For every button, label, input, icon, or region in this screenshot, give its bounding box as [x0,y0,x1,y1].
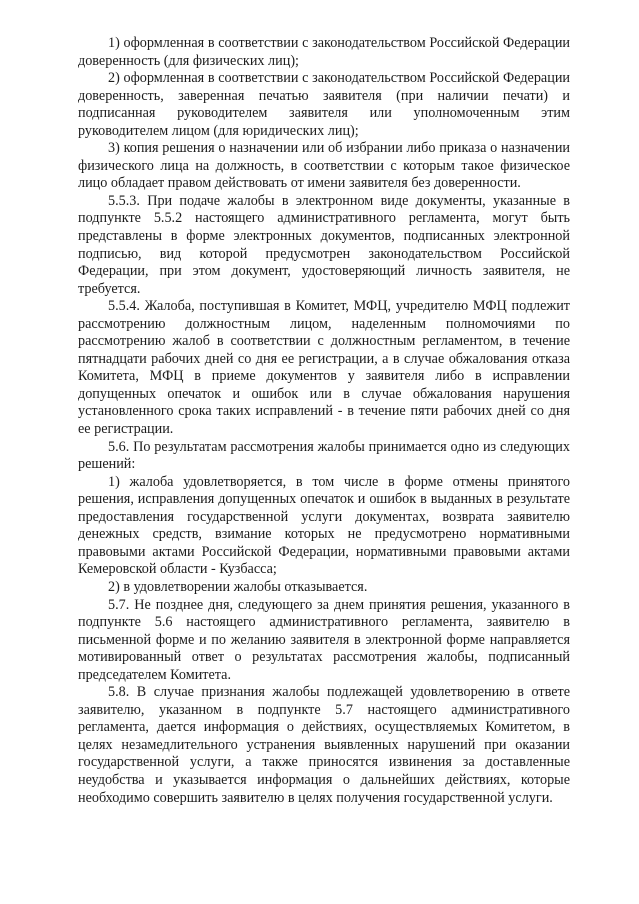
paragraph-2: 2) оформленная в соответствии с законодательством Российской Федерации доверенность, заверенная печатью заявителя (при наличии печати) и подписанная руководителем заявителя или уполномоченным этим руководителем лицом (для юридических лиц); [78,70,570,139]
paragraph-5-6-item-2: 2) в удовлетворении жалобы отказывается. [108,578,368,595]
paragraph-5-6: 5.6. По результатам рассмотрения жалобы принимается одно из следующих решений: [78,438,570,473]
paragraph-3: 3) копия решения о назначении или об избрании либо приказа о назначении физического лица на должность, в соответствии с которым такое физическое лицо обладает правом действовать от имени заявителя без доверенности. [78,140,570,192]
paragraph-5-7: 5.7. Не позднее дня, следующего за днем принятия решения, указанного в подпункте 5.6 настоящего административного регламента, заявителю в письменной форме и по желанию заявителя в электронной форме направляется мотивированный ответ о результатах рассмотрения жалобы, подписанный председателем Комитета. [78,596,570,683]
paragraph-1: 1) оформленная в соответствии с законодательством Российской Федерации доверенность (для физических лиц); [78,35,570,69]
document-body [78,35,570,807]
paragraph-5-6-item-1: 1) жалоба удовлетворяется, в том числе в форме отмены принятого решения, исправления допущенных опечаток и ошибок в выданных в результате предоставления государственной услуги документах, возврата заявителю денежных средств, взимание которых не предусмотрено нормативными правовыми актами Российской Федерации, нормативными правовыми актами Кемеровской области - Кузбасса; [78,473,570,578]
paragraph-5-5-4: 5.5.4. Жалоба, поступившая в Комитет, МФЦ, учредителю МФЦ подлежит рассмотрению должностным лицом, наделенным полномочиями по рассмотрению жалоб в соответствии с должностным регламентом, в течение пятнадцати рабочих дней со дня ее регистрации, а в случае обжалования отказа Комитета, МФЦ в приеме документов у заявителя либо в исправлении допущенных опечаток и ошибок или в случае обжалования нарушения установленного срока таких исправлений - в течение пяти рабочих дней со дня ее регистрации. [78,298,570,438]
paragraph-5-8: 5.8. В случае признания жалобы подлежащей удовлетворению в ответе заявителю, указанном в подпункте 5.7 настоящего административного регламента, дается информация о действиях, осуществляемых Комитетом, в целях незамедлительного устранения выявленных нарушений при оказании государственной услуги, а также приносятся извинения за доставленные неудобства и указывается информация о дальнейших действиях, которые необходимо совершить заявителю в целях получения государственной услуги. [78,684,570,806]
paragraph-5-5-3: 5.5.3. При подаче жалобы в электронном виде документы, указанные в подпункте 5.5.2 настоящего административного регламента, могут быть представлены в форме электронных документов, подписанных электронной подписью, вид которой предусмотрен законодательством Российской Федерации, при этом документ, удостоверяющий личность заявителя, не требуется. [78,192,570,297]
